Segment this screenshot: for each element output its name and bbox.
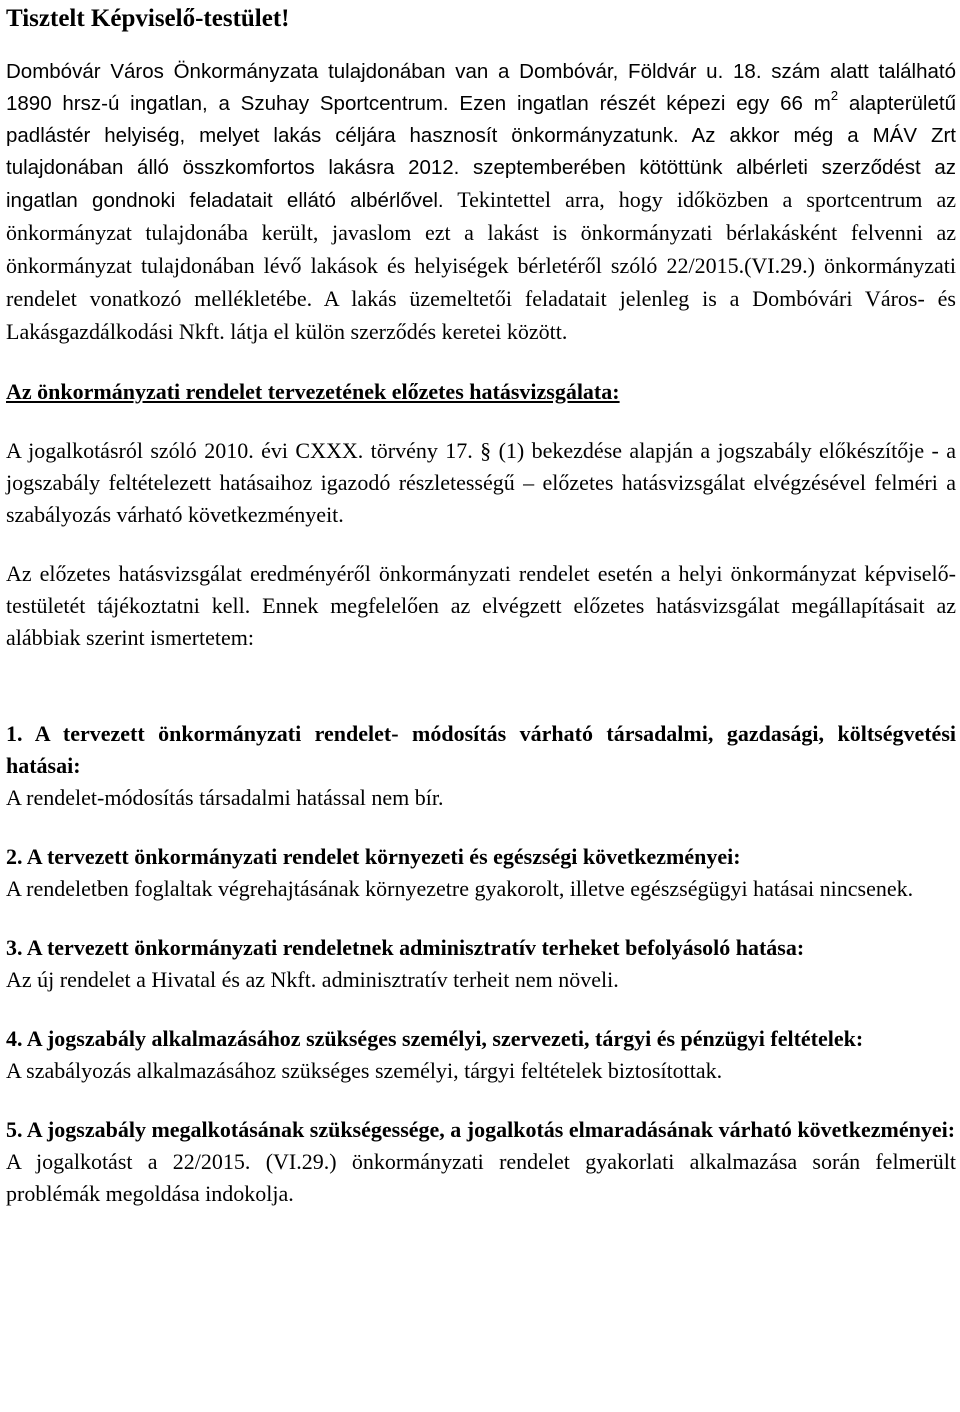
section-1 <box>6 718 956 814</box>
section-body: Az új rendelet a Hivatal és az Nkft. adminisztratív terheit nem növeli. <box>6 967 619 992</box>
document-page <box>6 0 956 1210</box>
section-4 <box>6 1023 956 1087</box>
section-body: A szabályozás alkalmazásához szükséges személyi, tárgyi feltételek biztosítottak. <box>6 1058 723 1083</box>
intro-text-part3: Tekintettel arra, hogy időközben a sportcentrum az önkormányzat tulajdonába került, javaslom ezt a lakást is önkormányzati bérlakásként felvenni az önkormányzat tulajdonában lévő lakások és helyiségek bérletéről szóló 22/2015.(VI.29.) önkormányzati rendelet vonatkozó mellékletébe. A lakás üzemeltetői feladatait jelenleg is a Dombóvári Város- és Lakásgazdálkodási Nkft. látja el külön szerződés keretei között. <box>6 187 956 344</box>
intro-paragraph <box>6 56 956 349</box>
greeting: Tisztelt Képviselő-testület! <box>6 5 290 32</box>
intro-text-part2: alapterületű padlástér helyiség, melyet lakás céljára hasznosít önkormányzatunk. Az akkor még a MÁV Zrt tulajdonában álló összkomfortos lakásra 2012. szeptemberében kötöttünk albérleti szerződést az ingatlan gondnoki feladatait ellátó albérlővel. <box>6 92 956 212</box>
section-body: A rendelet-módosítás társadalmi hatással nem bír. <box>6 785 444 810</box>
section-body: A jogalkotást a 22/2015. (VI.29.) önkormányzati rendelet gyakorlati alkalmazása során felmerült problémák megoldása indokolja. <box>6 1149 956 1206</box>
section-title: 4. A jogszabály alkalmazásához szükséges személyi, szervezeti, tárgyi és pénzügyi feltételek: <box>6 1026 864 1051</box>
law-paragraph: A jogalkotásról szóló 2010. évi CXXX. törvény 17. § (1) bekezdése alapján a jogszabály előkészítője - a jogszabály feltételezett hatásaihoz igazodó részletességű – előzetes hatásvizsgálat elvégzésével felméri a szabályozás várható következményeit. <box>6 438 956 527</box>
result-paragraph: Az előzetes hatásvizsgálat eredményéről önkormányzati rendelet esetén a helyi önkormányzat képviselő-testületét tájékoztatni kell. Ennek megfelelően az elvégzett előzetes hatásvizsgálat megállapításait az alábbiak szerint ismertetem: <box>6 561 956 650</box>
section-title: 3. A tervezett önkormányzati rendeletnek adminisztratív terheket befolyásoló hatása: <box>6 935 805 960</box>
intro-superscript: 2 <box>830 88 839 104</box>
section-body: A rendeletben foglaltak végrehajtásának környezetre gyakorolt, illetve egészségügyi hatásai nincsenek. <box>6 876 914 901</box>
section-5 <box>6 1114 956 1210</box>
impact-assessment-heading: Az önkormányzati rendelet tervezetének előzetes hatásvizsgálata: <box>6 379 620 404</box>
section-title: 1. A tervezett önkormányzati rendelet- módosítás várható társadalmi, gazdasági, költségvetési hatásai: <box>6 721 956 778</box>
section-title: 2. A tervezett önkormányzati rendelet környezeti és egészségi következményei: <box>6 844 741 869</box>
section-3 <box>6 932 956 996</box>
intro-text-part1: Dombóvár Város Önkormányzata tulajdonában van a Dombóvár, Földvár u. 18. szám alatt található 1890 hrsz-ú ingatlan, a Szuhay Sportcentrum. Ezen ingatlan részét képezi egy 66 m <box>6 60 956 115</box>
section-2 <box>6 841 956 905</box>
section-title: 5. A jogszabály megalkotásának szükségessége, a jogalkotás elmaradásának várható következményei: <box>6 1117 956 1142</box>
